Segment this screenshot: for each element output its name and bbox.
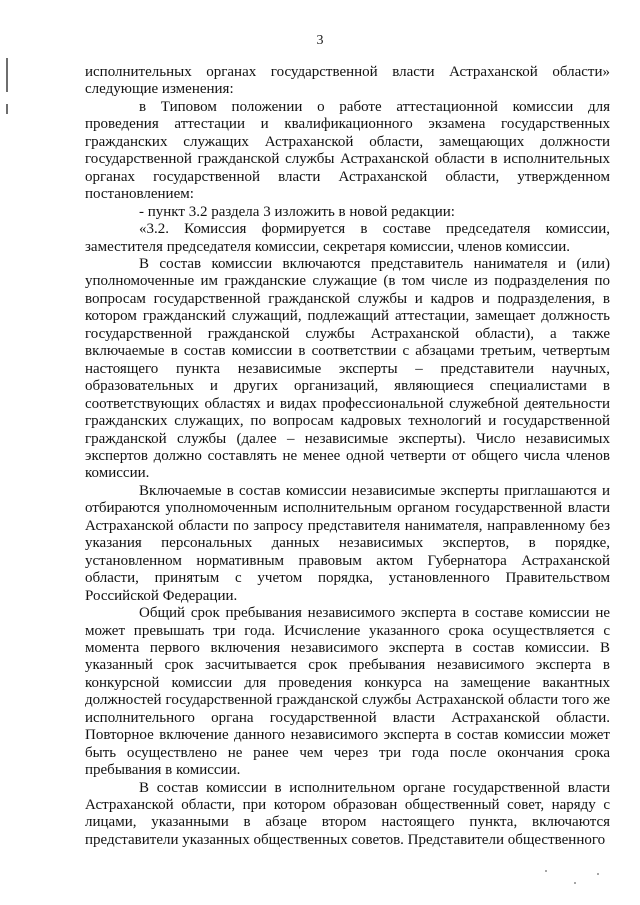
- paragraph: «3.2. Комиссия формируется в составе председателя комиссии, заместителя председателя комиссии, секретаря комиссии, членов комиссии.: [85, 221, 610, 255]
- paragraph: В состав комиссии включаются представитель нанимателя и (или) уполномоченные им гражданские служащие (в том числе из подразделения по вопросам государственной гражданской службы и кадров и подразделения, в котором гражданский служащий, подлежащий аттестации, замещает должность государственной гражданской службы Астраханской области), а также включаемые в состав комиссии в соответствии с абзацами третьим, четвертым настоящего пункта независимые эксперты – представители научных, образовательных и других организаций, являющиеся специалистами в соответствующих областях и видах профессиональной служебной деятельности гражданских служащих, по вопросам кадровых технологий и государственной гражданской службы (далее – независимые эксперты). Число независимых экспертов должно составлять не менее одной четверти от общего числа членов комиссии.: [85, 255, 610, 482]
- scan-artifact: [574, 882, 576, 884]
- document-body: [85, 64, 610, 849]
- paragraph: В состав комиссии в исполнительном органе государственной власти Астраханской области, при котором образован общественный совет, наряду с лицами, указанными в абзаце втором настоящего пункта, включаются представители указанных общественных советов. Представители общественного: [85, 779, 610, 848]
- scan-artifact: [597, 873, 599, 875]
- scan-edge-mark: [6, 58, 8, 92]
- scan-artifact: [545, 870, 547, 872]
- paragraph: Включаемые в состав комиссии независимые эксперты приглашаются и отбираются уполномоченным исполнительным органом государственной власти Астраханской области по запросу представителя нанимателя, направленному без указания персональных данных независимых экспертов, в порядке, установленном нормативным правовым актом Губернатора Астраханской области, принятым с учетом порядка, установленного Правительством Российской Федерации.: [85, 482, 610, 604]
- scan-edge-mark: [6, 104, 8, 114]
- paragraph: - пункт 3.2 раздела 3 изложить в новой редакции:: [139, 203, 455, 220]
- page-number: 3: [316, 33, 324, 48]
- paragraph: исполнительных органах государственной власти Астраханской области» следующие изменения:: [85, 64, 610, 98]
- paragraph: в Типовом положении о работе аттестационной комиссии для проведения аттестации и квалификационного экзамена государственных гражданских служащих Астраханской области, замещающих должности государственной гражданской службы Астраханской области в исполнительных органах государственной власти Астраханской области, утвержденном постановлением:: [85, 98, 610, 203]
- paragraph: Общий срок пребывания независимого эксперта в составе комиссии не может превышать три года. Исчисление указанного срока осуществляется с момента первого включения независимого эксперта в состав комиссии. В указанный срок засчитывается срок пребывания независимого эксперта в конкурсной комиссии для проведения конкурса на замещение вакантных должностей государственной гражданской службы Астраханской области того же исполнительного органа государственной власти Астраханской области. Повторное включение данного независимого эксперта в состав комиссии может быть осуществлено не ранее чем через три года после окончания срока пребывания в комиссии.: [85, 605, 610, 779]
